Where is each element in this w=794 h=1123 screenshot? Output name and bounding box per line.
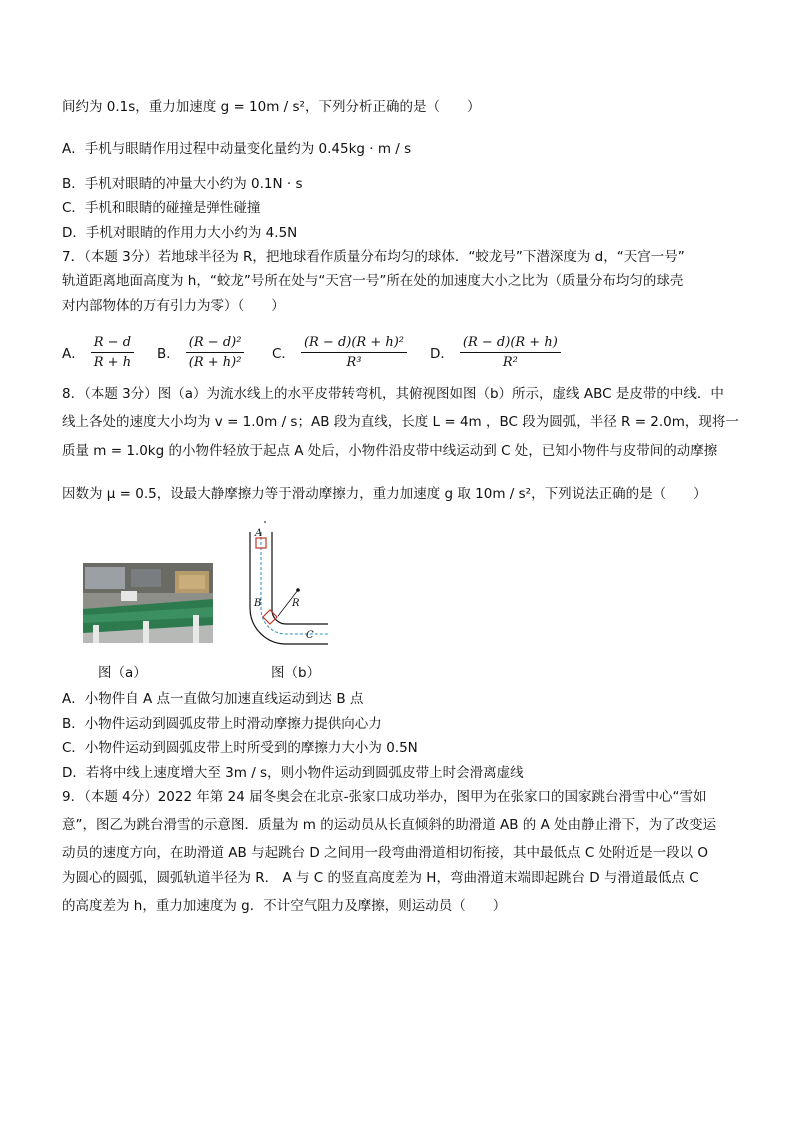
q8-line-1: 8．（本题 3分）图（a）为流水线上的水平皮带转弯机，其俯视图如图（b）所示，虚线 ABC 是皮带的中线．中 [62, 386, 724, 402]
q9-line-5: 的高度差为 h，重力加速度为 g．不计空气阻力及摩擦，则运动员（ ） [62, 898, 507, 914]
numerator: R − d [91, 335, 134, 353]
q7-option-c-label: C． [272, 346, 295, 362]
conveyor-photo [83, 563, 213, 643]
q7-line-2: 轨道距离地面高度为 h，“蛟龙”号所在处与“天宫一号”所在处的加速度大小之比为（质量分布均匀的球壳 [62, 273, 684, 289]
q9-line-1: 9．（本题 4分）2022 年第 24 届冬奥会在北京-张家口成功举办，图甲为在张家口的国家跳台滑雪中心“雪如 [62, 789, 707, 805]
fig-a-caption: 图（a） [98, 665, 147, 681]
q6-option-d: D．手机对眼睛的作用力大小约为 4.5N [62, 225, 298, 241]
denominator: (R + h)² [188, 354, 242, 370]
label-r: R [292, 598, 300, 609]
label-a: A [255, 528, 263, 539]
q8-line-2: 线上各处的速度大小均为 v = 1.0m / s；AB 段为直线，长度 L = 4m ，BC 段为圆弧，半径 R = 2.0m，现将一 [62, 414, 739, 430]
q7-option-a-label: A． [62, 346, 85, 362]
q6-option-b: B．手机对眼睛的冲量大小约为 0.1N · s [62, 176, 303, 192]
q8-option-a: A．小物件自 A 点一直做匀加速直线运动到达 B 点 [62, 691, 364, 707]
q7-option-c [272, 330, 407, 374]
q7-option-b-label: B． [157, 346, 180, 362]
q7-option-b-fraction [186, 335, 245, 370]
q6-option-a: A．手机与眼睛作用过程中动量变化量约为 0.45kg · m / s [62, 141, 412, 157]
q8-option-b: B．小物件运动到圆弧皮带上时滑动摩擦力提供向心力 [62, 716, 382, 732]
q7-option-d [430, 330, 561, 374]
q7-line-3: 对内部物体的万有引力为零）（ ） [62, 298, 285, 314]
q7-option-c-fraction [301, 335, 407, 370]
q7-line-1: 7．（本题 3分）若地球半径为 R，把地球看作质量分布均匀的球体．“蛟龙号”下潜深度为 d，“天宫一号” [62, 249, 685, 265]
q8-line-4: 因数为 μ = 0.5，设最大静摩擦力等于滑动摩擦力，重力加速度 g 取 10m / s²，下列说法正确的是（ ） [62, 486, 707, 502]
q6-option-c: C．手机和眼睛的碰撞是弹性碰撞 [62, 200, 261, 216]
q9-line-2: 意”，图乙为跳台滑雪的示意图．质量为 m 的运动员从长直倾斜的助滑道 AB 的 A 处由静止滑下，为了改变运 [62, 817, 717, 833]
denominator: R³ [346, 354, 362, 370]
q6-stem-tail: 间约为 0.1s，重力加速度 g = 10m / s²，下列分析正确的是（ ） [62, 99, 481, 115]
q7-options [62, 330, 742, 374]
q7-option-b [157, 330, 244, 374]
numerator: (R − d)² [186, 335, 245, 353]
q8-line-3: 质量 m = 1.0kg 的小物件轻放于起点 A 处后，小物件沿皮带中线运动到 C 处，已知小物件与皮带间的动摩擦 [62, 443, 718, 459]
fig-b-caption: 图（b） [271, 665, 321, 681]
numerator: (R − d)(R + h) [460, 335, 561, 353]
denominator: R² [502, 354, 518, 370]
numerator: (R − d)(R + h)² [301, 335, 407, 353]
label-b: B [254, 598, 262, 609]
q7-option-a-fraction [91, 335, 134, 370]
q7-option-d-fraction [460, 335, 561, 370]
q8-option-c: C．小物件运动到圆弧皮带上时所受到的摩擦力大小为 0.5N [62, 740, 418, 756]
denominator: R + h [93, 354, 132, 370]
label-c: C [306, 630, 314, 641]
q9-line-3: 动员的速度方向，在助滑道 AB 与起跳台 D 之间用一段弯曲滑道相切衔接，其中最低点 C 处附近是一段以 O [62, 845, 708, 861]
belt-top-view-diagram [238, 518, 330, 646]
q7-option-d-label: D． [430, 346, 454, 362]
q7-option-a [62, 330, 134, 374]
q8-option-d: D．若将中线上速度增大至 3m / s，则小物件运动到圆弧皮带上时会滑离虚线 [62, 765, 524, 781]
q9-line-4: 为圆心的圆弧，圆弧轨道半径为 R． A 与 C 的竖直高度差为 H，弯曲滑道末端即起跳台 D 与滑道最低点 C [62, 870, 699, 886]
